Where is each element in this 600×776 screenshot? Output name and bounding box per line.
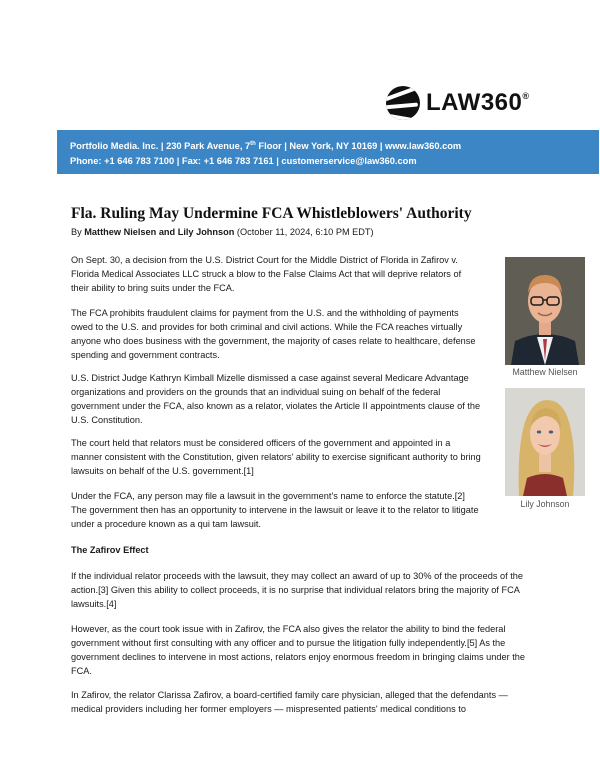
- banner-address-line: Portfolio Media. Inc. | 230 Park Avenue, 7th Floor | New York, NY 10169 | www.law360.com: [70, 141, 462, 152]
- portrait-image: [505, 257, 585, 365]
- article-authors: Matthew Nielsen and Lily Johnson: [84, 227, 235, 237]
- paragraph: The FCA prohibits fraudulent claims for payment from the U.S. and the withholding of payments owed to the U.S. and provides for both criminal and civil actions. While the FCA reaches virtually anyone who does business with the government, the majority of cases relate to healthcare, defense spending and government contracts.: [71, 308, 476, 360]
- author-photo-caption: Matthew Nielsen: [512, 367, 578, 377]
- author-photo-matthew-nielsen: [505, 257, 585, 365]
- banner-contact-line: Phone: +1 646 783 7100 | Fax: +1 646 783 7161 | customerservice@law360.com: [70, 156, 417, 167]
- author-photo-caption: Lily Johnson: [520, 499, 570, 509]
- article-byline: By Matthew Nielsen and Lily Johnson (October 11, 2024, 6:10 PM EDT): [71, 227, 374, 237]
- paragraph: Under the FCA, any person may file a lawsuit in the government's name to enforce the statute.[2] The government then has an opportunity to intervene in the lawsuit or leave it to the relator to litigate under a procedure known as a qui tam lawsuit.: [71, 491, 479, 529]
- author-photo-lily-johnson: [505, 388, 585, 496]
- paragraph: However, as the court took issue with in Zafirov, the FCA also gives the relator the ability to bind the federal government without first consulting with any officer and to pursue the litigation fully independently.[5] As the government declines to intervene in most actions, relators enjoy enormous freedom in bringing claims under the FCA.: [71, 624, 525, 676]
- portrait-image: [505, 388, 585, 496]
- paragraph: The court held that relators must be considered officers of the government and appointed in a manner consistent with the Constitution, given relators' ability to exercise significant authority to bring lawsuits on behalf of the U.S. government.[1]: [71, 438, 481, 476]
- paragraph: If the individual relator proceeds with the lawsuit, they may collect an award of up to 30% of the proceeds of the action.[3] Given this ability to collect proceeds, it is no surprise that individual relators bring the majority of FCA lawsuits.[4]: [71, 571, 523, 609]
- logo-mark-icon: [386, 86, 420, 120]
- article-title: Fla. Ruling May Undermine FCA Whistleblowers' Authority: [71, 205, 472, 222]
- paragraph: U.S. District Judge Kathryn Kimball Mizelle dismissed a case against several Medicare Advantage organizations and providers on the grounds that an individual suing on behalf of the federal government under the FCA, also known as a relator, violates the Article II appointments clause of the U.S. Constitution.: [71, 373, 481, 425]
- paragraph: On Sept. 30, a decision from the U.S. District Court for the Middle District of Florida in Zafirov v. Florida Medical Associates LLC struck a blow to the False Claims Act that will deprive relators of their ability to bring suits under the FCA.: [71, 255, 462, 293]
- law360-logo: [386, 86, 530, 120]
- paragraph: In Zafirov, the relator Clarissa Zafirov, a board-certified family care physician, alleged that the defendants — medical providers including her former employers — mispresented patients' medical conditions to: [71, 690, 508, 714]
- publisher-banner: [57, 130, 599, 174]
- logo-text: LAW360®: [426, 89, 530, 116]
- article-date: (October 11, 2024, 6:10 PM EDT): [234, 227, 374, 237]
- section-heading: The Zafirov Effect: [71, 545, 149, 555]
